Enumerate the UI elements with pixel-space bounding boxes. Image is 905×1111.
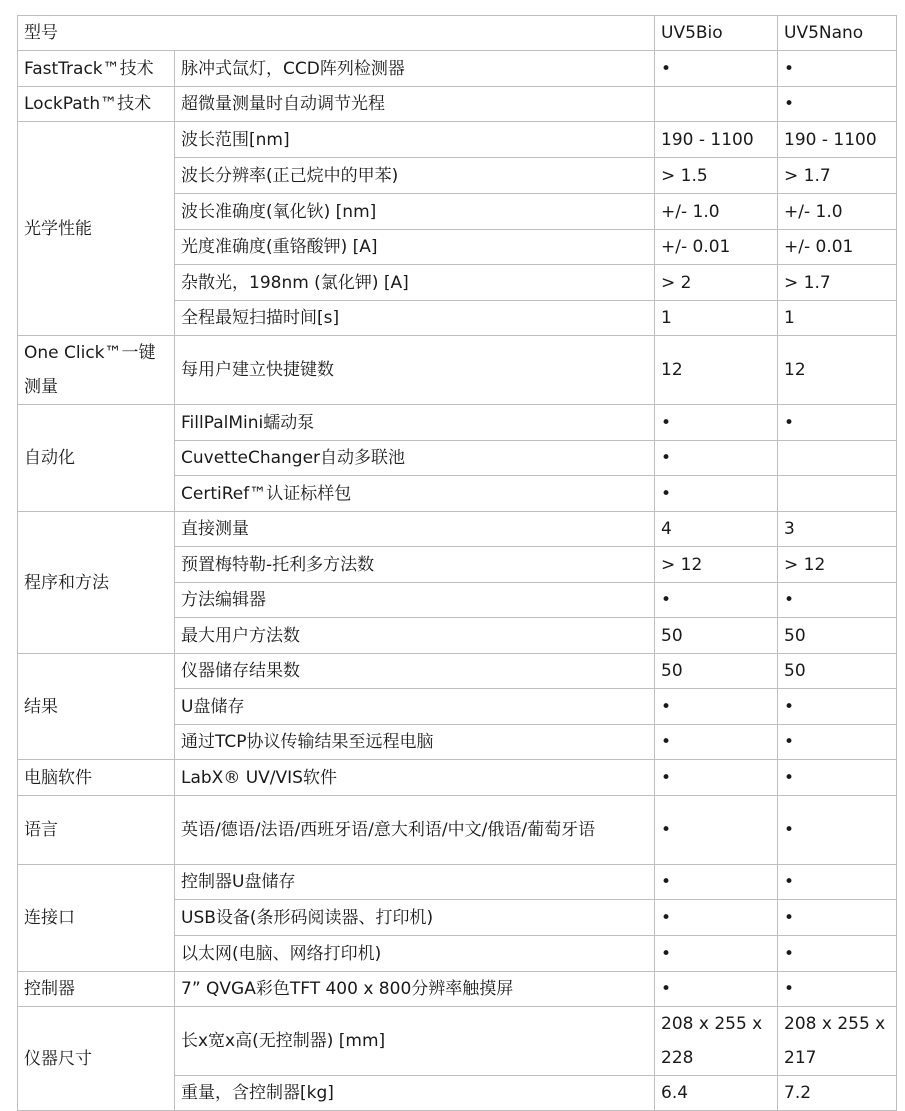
table-row <box>18 972 897 1007</box>
feature-cell: 每用户建立快捷键数 <box>175 336 655 405</box>
uv5bio-cell: • <box>655 725 778 760</box>
category-cell: FastTrack™技术 <box>18 51 175 87</box>
uv5bio-cell: > 12 <box>655 547 778 583</box>
uv5nano-cell: • <box>778 796 897 865</box>
uv5nano-cell: 3 <box>778 512 897 547</box>
uv5nano-cell: > 1.7 <box>778 158 897 194</box>
uv5bio-cell <box>655 87 778 122</box>
feature-cell: FillPalMini蠕动泵 <box>175 405 655 441</box>
uv5bio-cell: • <box>655 865 778 900</box>
uv5bio-cell: 50 <box>655 654 778 689</box>
feature-cell: 波长分辨率(正己烷中的甲苯) <box>175 158 655 194</box>
table-row <box>18 1007 897 1076</box>
uv5nano-cell: • <box>778 689 897 725</box>
uv5bio-cell: • <box>655 936 778 972</box>
feature-cell: CertiRef™认证标样包 <box>175 476 655 512</box>
uv5nano-cell: > 12 <box>778 547 897 583</box>
category-cell: 程序和方法 <box>18 512 175 654</box>
table-row <box>18 760 897 796</box>
header-uv5nano: UV5Nano <box>778 16 897 51</box>
uv5nano-cell: • <box>778 972 897 1007</box>
uv5bio-cell: 12 <box>655 336 778 405</box>
uv5nano-cell: • <box>778 760 897 796</box>
feature-cell: CuvetteChanger自动多联池 <box>175 441 655 476</box>
feature-cell: 最大用户方法数 <box>175 618 655 654</box>
table-row <box>18 51 897 87</box>
uv5nano-cell <box>778 476 897 512</box>
table-row <box>18 87 897 122</box>
uv5nano-cell: • <box>778 725 897 760</box>
feature-cell: 全程最短扫描时间[s] <box>175 301 655 336</box>
feature-cell: 光度准确度(重铬酸钾) [A] <box>175 230 655 265</box>
uv5bio-cell: 50 <box>655 618 778 654</box>
table-row <box>18 512 897 547</box>
uv5bio-cell: > 2 <box>655 265 778 301</box>
feature-cell: USB设备(条形码阅读器、打印机) <box>175 900 655 936</box>
feature-cell: 脉冲式氙灯，CCD阵列检测器 <box>175 51 655 87</box>
uv5nano-cell: 208 x 255 x 217 <box>778 1007 897 1076</box>
feature-cell: LabX® UV/VIS软件 <box>175 760 655 796</box>
uv5bio-cell: • <box>655 441 778 476</box>
uv5bio-cell: • <box>655 796 778 865</box>
uv5bio-cell: 4 <box>655 512 778 547</box>
feature-cell: 超微量测量时自动调节光程 <box>175 87 655 122</box>
uv5bio-cell: • <box>655 583 778 618</box>
header-uv5bio: UV5Bio <box>655 16 778 51</box>
feature-cell: 以太网(电脑、网络打印机) <box>175 936 655 972</box>
uv5nano-cell: 50 <box>778 654 897 689</box>
feature-cell: 波长范围[nm] <box>175 122 655 158</box>
category-cell: 电脑软件 <box>18 760 175 796</box>
category-cell: 结果 <box>18 654 175 760</box>
uv5nano-cell: 12 <box>778 336 897 405</box>
uv5nano-cell: • <box>778 51 897 87</box>
uv5bio-cell: 1 <box>655 301 778 336</box>
category-cell: LockPath™技术 <box>18 87 175 122</box>
uv5nano-cell: 1 <box>778 301 897 336</box>
table-row <box>18 405 897 441</box>
uv5bio-cell: • <box>655 900 778 936</box>
feature-cell: 7” QVGA彩色TFT 400 x 800分辨率触摸屏 <box>175 972 655 1007</box>
category-cell: 控制器 <box>18 972 175 1007</box>
spec-table <box>17 15 897 1111</box>
uv5nano-cell: > 1.7 <box>778 265 897 301</box>
table-row <box>18 865 897 900</box>
uv5nano-cell: • <box>778 900 897 936</box>
feature-cell: 杂散光，198nm (氯化钾) [A] <box>175 265 655 301</box>
table-row <box>18 654 897 689</box>
feature-cell: 方法编辑器 <box>175 583 655 618</box>
uv5nano-cell: 7.2 <box>778 1076 897 1111</box>
feature-cell: 控制器U盘储存 <box>175 865 655 900</box>
header-model: 型号 <box>18 16 655 51</box>
uv5nano-cell: 50 <box>778 618 897 654</box>
uv5nano-cell: • <box>778 865 897 900</box>
uv5nano-cell: • <box>778 87 897 122</box>
uv5bio-cell: +/- 1.0 <box>655 194 778 230</box>
category-cell: 连接口 <box>18 865 175 972</box>
uv5bio-cell: • <box>655 689 778 725</box>
feature-cell: 波长准确度(氧化钬) [nm] <box>175 194 655 230</box>
table-row <box>18 796 897 865</box>
feature-cell: 长x宽x高(无控制器) [mm] <box>175 1007 655 1076</box>
uv5nano-cell: +/- 0.01 <box>778 230 897 265</box>
uv5nano-cell <box>778 441 897 476</box>
category-cell: 语言 <box>18 796 175 865</box>
table-row <box>18 122 897 158</box>
uv5bio-cell: • <box>655 405 778 441</box>
feature-cell: 英语/德语/法语/西班牙语/意大利语/中文/俄语/葡萄牙语 <box>175 796 655 865</box>
uv5bio-cell: • <box>655 51 778 87</box>
category-cell: 仪器尺寸 <box>18 1007 175 1111</box>
feature-cell: 直接测量 <box>175 512 655 547</box>
category-cell: 自动化 <box>18 405 175 512</box>
category-cell: One Click™一键测量 <box>18 336 175 405</box>
uv5bio-cell: > 1.5 <box>655 158 778 194</box>
uv5bio-cell: • <box>655 476 778 512</box>
uv5nano-cell: 190 - 1100 <box>778 122 897 158</box>
feature-cell: 仪器储存结果数 <box>175 654 655 689</box>
uv5nano-cell: • <box>778 405 897 441</box>
uv5bio-cell: 6.4 <box>655 1076 778 1111</box>
category-cell: 光学性能 <box>18 122 175 336</box>
uv5bio-cell: 208 x 255 x 228 <box>655 1007 778 1076</box>
uv5nano-cell: • <box>778 936 897 972</box>
feature-cell: 预置梅特勒-托利多方法数 <box>175 547 655 583</box>
table-row <box>18 336 897 405</box>
uv5bio-cell: • <box>655 760 778 796</box>
feature-cell: U盘储存 <box>175 689 655 725</box>
feature-cell: 通过TCP协议传输结果至远程电脑 <box>175 725 655 760</box>
header-row <box>18 16 897 51</box>
uv5bio-cell: 190 - 1100 <box>655 122 778 158</box>
uv5nano-cell: • <box>778 583 897 618</box>
feature-cell: 重量，含控制器[kg] <box>175 1076 655 1111</box>
uv5bio-cell: +/- 0.01 <box>655 230 778 265</box>
uv5nano-cell: +/- 1.0 <box>778 194 897 230</box>
uv5bio-cell: • <box>655 972 778 1007</box>
